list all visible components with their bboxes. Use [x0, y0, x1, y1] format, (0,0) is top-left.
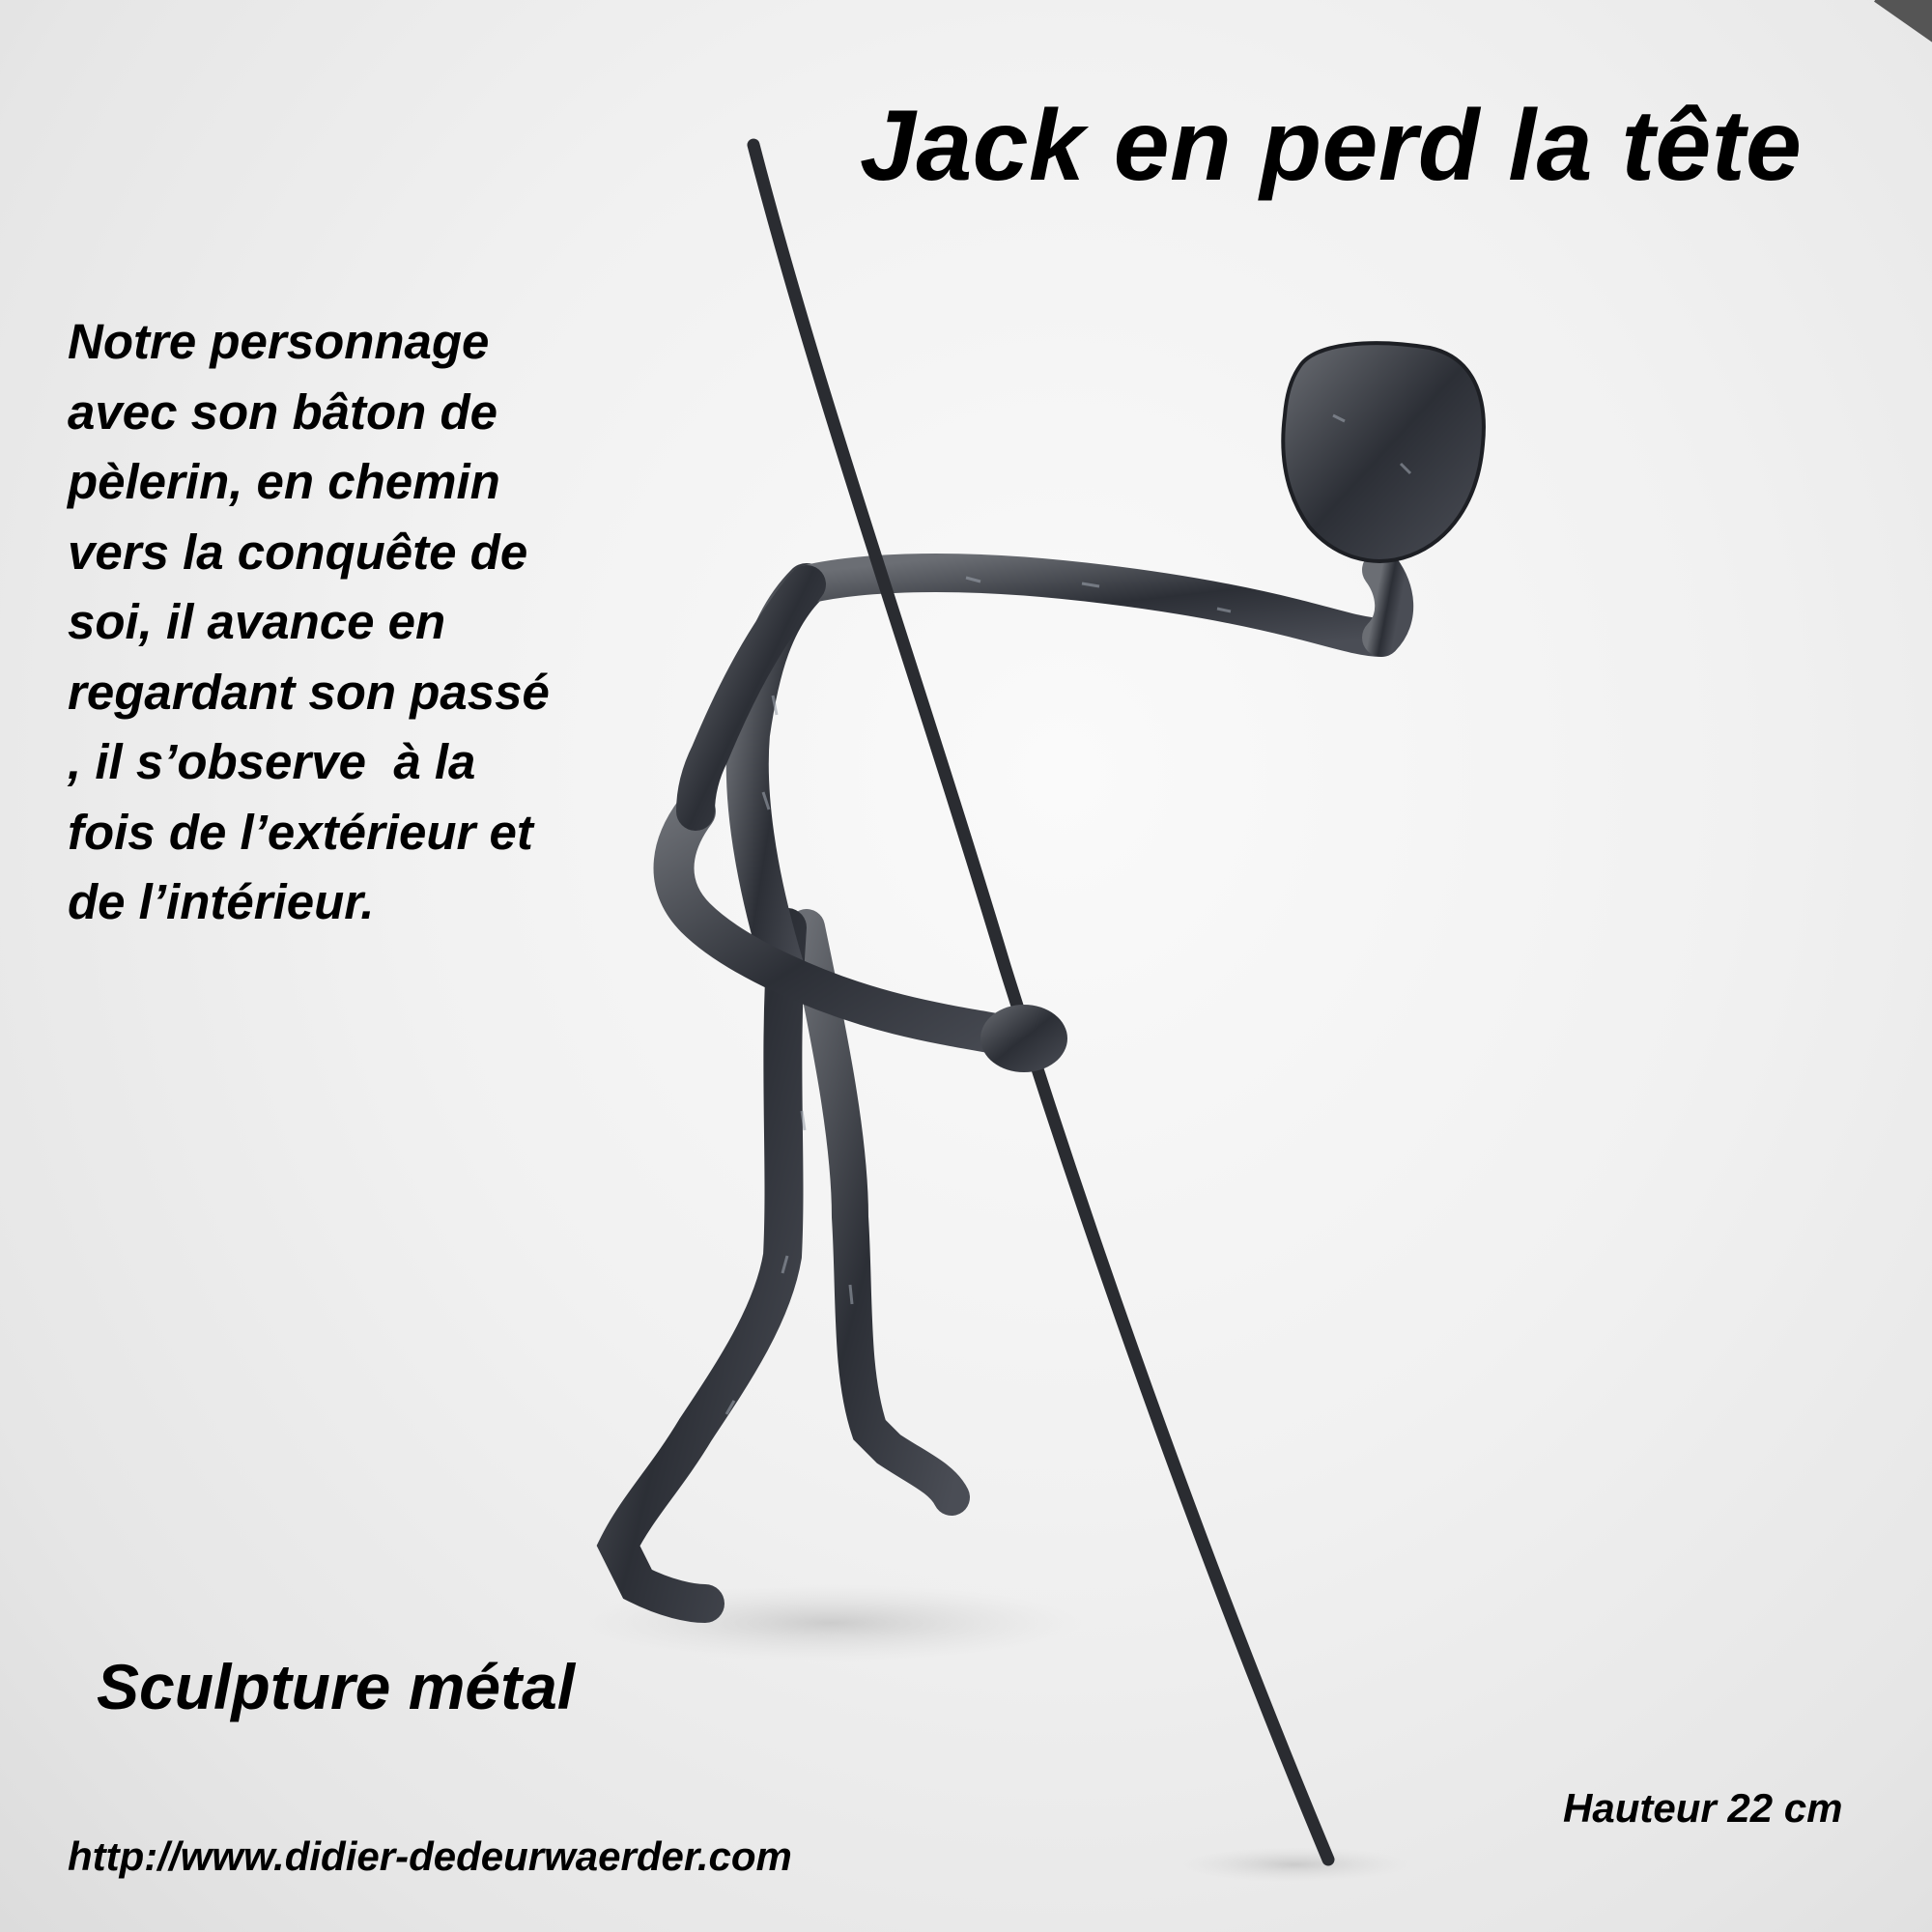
- staff-shadow: [1179, 1847, 1410, 1882]
- height-label: Hauteur 22 cm: [1563, 1785, 1843, 1831]
- front-leg: [618, 927, 787, 1604]
- fist: [980, 1005, 1067, 1072]
- description-line: de l’intérieur.: [68, 874, 375, 929]
- description-line: , il s’observe à la: [68, 734, 476, 789]
- medium-label: Sculpture métal: [97, 1651, 576, 1722]
- artwork-description: [68, 307, 550, 938]
- description-line: Notre personnage: [68, 314, 490, 369]
- description-line: avec son bâton de: [68, 384, 497, 440]
- description-line: vers la conquête de: [68, 524, 528, 580]
- description-line: soi, il avance en: [68, 594, 446, 649]
- head: [1283, 343, 1484, 561]
- description-line: pèlerin, en chemin: [68, 454, 500, 509]
- hand: [1381, 570, 1394, 638]
- description-line: regardant son passé: [68, 664, 550, 720]
- website-url: http://www.didier-dedeurwaerder.com: [68, 1833, 792, 1879]
- artwork-title: Jack en perd la tête: [860, 90, 1803, 202]
- description-line: fois de l’extérieur et: [68, 804, 533, 860]
